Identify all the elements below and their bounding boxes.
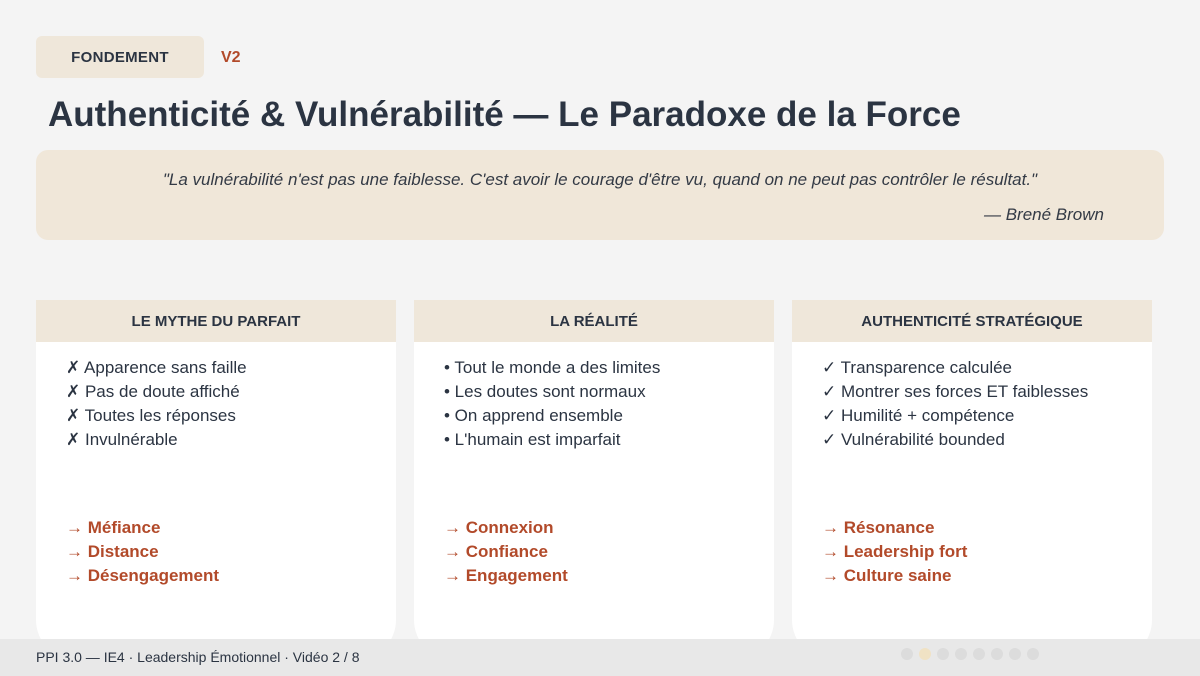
list-item: • Les doutes sont normaux <box>444 382 646 401</box>
list-item: ✗ Toutes les réponses <box>66 406 236 425</box>
list-item: ✗ Apparence sans faille <box>66 358 247 377</box>
column-card-reality <box>414 300 774 660</box>
outcome-item: → Confiance <box>444 542 548 561</box>
outcome-item: → Connexion <box>444 518 554 537</box>
slide-dot[interactable] <box>1009 648 1021 660</box>
slide-dot[interactable] <box>955 648 967 660</box>
section-tag: FONDEMENT <box>36 36 204 78</box>
outcome-item: → Distance <box>66 542 159 561</box>
list-item: ✗ Invulnérable <box>66 430 178 449</box>
outcome-item: → Résonance <box>822 518 935 537</box>
slide-dot[interactable] <box>991 648 1003 660</box>
list-item: • Tout le monde a des limites <box>444 358 661 377</box>
slide-progress-dots <box>901 648 1039 660</box>
list-item: ✓ Transparence calculée <box>822 358 1013 377</box>
column-card-authenticity <box>792 300 1152 660</box>
outcome-item: → Culture saine <box>822 566 952 585</box>
list-item: • L'humain est imparfait <box>444 430 621 449</box>
column-card-myth <box>36 300 396 660</box>
version-label: V2 <box>221 49 241 66</box>
outcome-item: → Désengagement <box>66 566 220 585</box>
slide-dot[interactable] <box>901 648 913 660</box>
list-item: ✗ Pas de doute affiché <box>66 382 240 401</box>
slide-dot[interactable] <box>919 648 931 660</box>
slide-dot[interactable] <box>937 648 949 660</box>
slide-dot[interactable] <box>973 648 985 660</box>
outcome-item: → Méfiance <box>66 518 161 537</box>
quote-author: — Brené Brown <box>984 205 1104 224</box>
list-item: ✓ Vulnérabilité bounded <box>822 430 1005 449</box>
column-title: LE MYTHE DU PARFAIT <box>36 300 396 342</box>
quote-text: "La vulnérabilité n'est pas une faiblesse. C'est avoir le courage d'être vu, quand on ne peut pas contrôler le résultat." <box>162 170 1038 189</box>
slide-dot[interactable] <box>1027 648 1039 660</box>
page-title: Authenticité & Vulnérabilité — Le Paradoxe de la Force <box>48 95 961 134</box>
quote-box <box>36 150 1164 240</box>
list-item: ✓ Montrer ses forces ET faiblesses <box>822 382 1089 401</box>
list-item: • On apprend ensemble <box>444 406 623 425</box>
outcome-item: → Leadership fort <box>822 542 968 561</box>
list-item: ✓ Humilité + compétence <box>822 406 1015 425</box>
footer-text: PPI 3.0 — IE4 · Leadership Émotionnel · Vidéo 2 / 8 <box>36 649 360 665</box>
column-title: AUTHENTICITÉ STRATÉGIQUE <box>792 300 1152 342</box>
outcome-item: → Engagement <box>444 566 568 585</box>
column-title: LA RÉALITÉ <box>414 300 774 342</box>
